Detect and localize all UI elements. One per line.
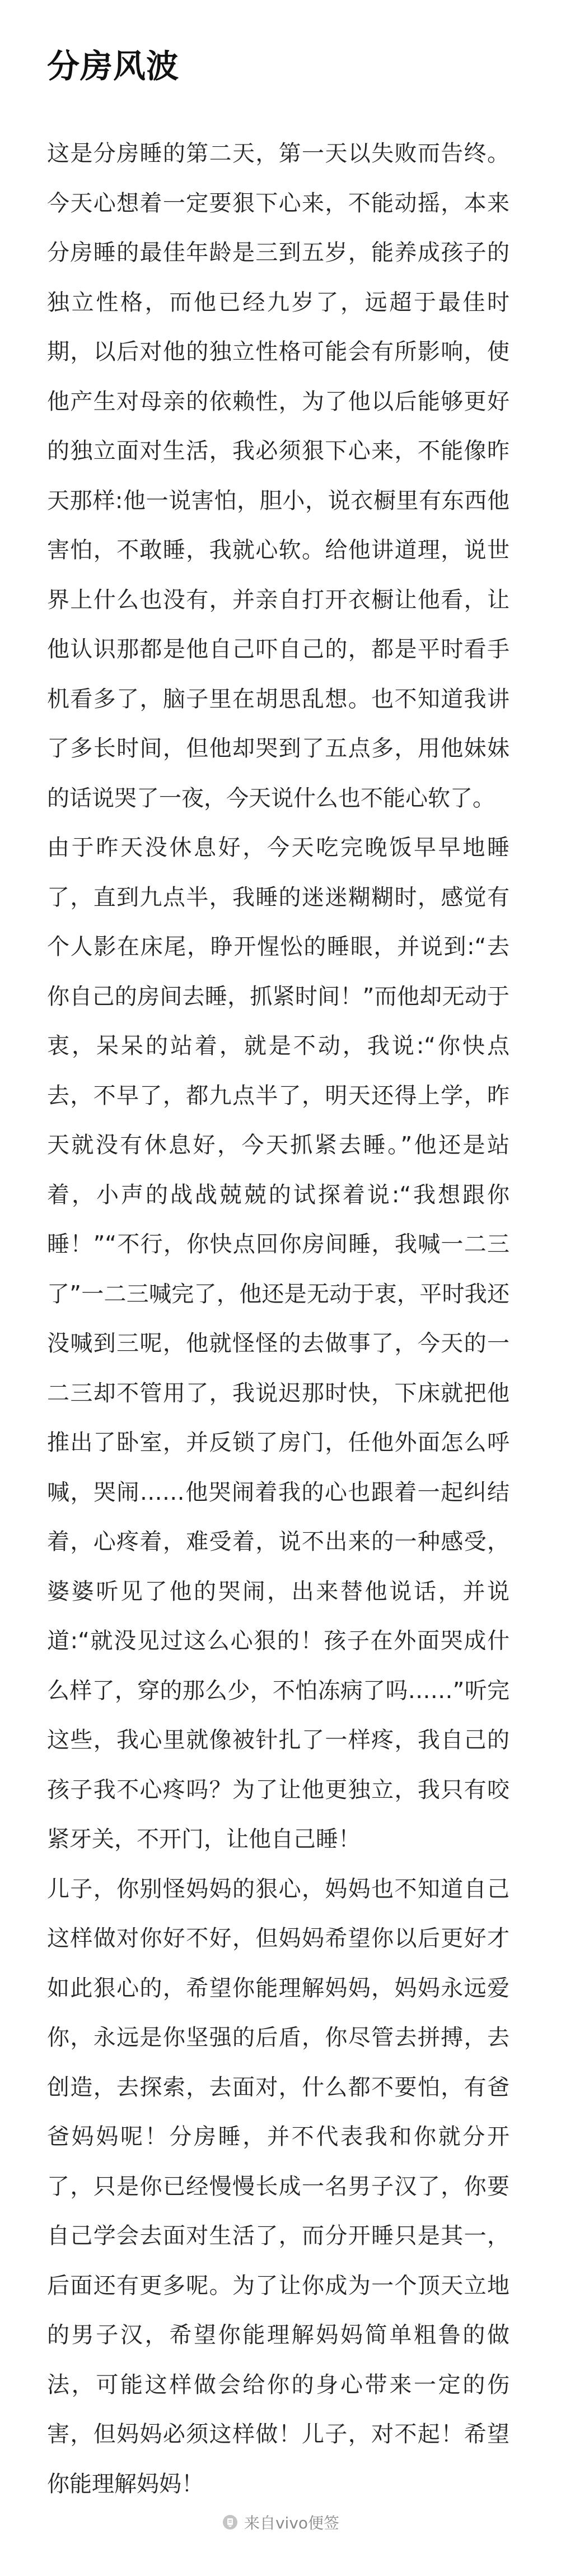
- note-paragraph-3: 儿子，你别怪妈妈的狠心，妈妈也不知道自己这样做对你好不好，但妈妈希望你以后更好才如此狠心的，希望你能理解妈妈，妈妈永远爱你，永远是你坚强的后盾，你尽管去拼搏，去创造，去探索，去面对，什么都不要怕，有爸爸妈妈呢！分房睡，并不代表我和你就分开了，只是你已经慢慢长成一名男子汉了，你要自己学会去面对生活了，而分开睡只是其一，后面还有更多呢。为了让你成为一个顶天立地的男子汉，希望你能理解妈妈简单粗鲁的做法，可能这样做会给你的身心带来一定的伤害，但妈妈必须这样做！儿子，对不起！希望你能理解妈妈！: [47, 1876, 509, 2497]
- footer-source-text: 来自vivo便签: [244, 2514, 340, 2532]
- vivo-notes-icon: [222, 2514, 239, 2531]
- note-paragraph-2: 由于昨天没休息好，今天吃完晚饭早早地睡了，直到九点半，我睡的迷迷糊糊时，感觉有个人影在床尾，睁开惺忪的睡眼，并说到:“去你自己的房间去睡，抓紧时间！”而他却无动于衷，呆呆的站着，就是不动，我说:“你快点去，不早了，都九点半了，明天还得上学，昨天就没有休息好，今天抓紧去睡。”他还是站着，小声的战战兢兢的试探着说:“我想跟你睡！”“不行，你快点回你房间睡，我喊一二三了”一二三喊完了，他还是无动于衷，平时我还没喊到三呢，他就怪怪的去做事了，今天的一二三却不管用了，我说迟那时快，下床就把他推出了卧室，并反锁了房门，任他外面怎么呼喊，哭闹……他哭闹着我的心也跟着一起纠结着，心疼着，难受着，说不出来的一种感受，婆婆听见了他的哭闹，出来替他说话，并说道:“就没见过这么心狠的！孩子在外面哭成什么样了，穿的那么少，不怕冻病了吗……”听完这些，我心里就像被针扎了一样疼，我自己的孩子我不心疼吗？为了让他更独立，我只有咬紧牙关，不开门，让他自己睡！: [47, 835, 509, 1852]
- note-title: 分房风波: [47, 47, 180, 85]
- source-footer: [0, 2509, 561, 2536]
- note-body: [47, 129, 509, 2509]
- note-paragraph-1: 这是分房睡的第二天，第一天以失败而告终。今天心想着一定要狠下心来，不能动摇，本来分房睡的最佳年龄是三到五岁，能养成孩子的独立性格，而他已经九岁了，远超于最佳时期，以后对他的独立性格可能会有所影响，使他产生对母亲的依赖性，为了他以后能够更好的独立面对生活，我必须狠下心来，不能像昨天那样:他一说害怕，胆小，说衣橱里有东西他害怕，不敢睡，我就心软。给他讲道理，说世界上什么也没有，并亲自打开衣橱让他看，让他认识那都是他自己吓自己的，都是平时看手机看多了，脑子里在胡思乱想。也不知道我讲了多长时间，但他却哭到了五点多，用他妹妹的话说哭了一夜，今天说什么也不能心软了。: [47, 141, 509, 811]
